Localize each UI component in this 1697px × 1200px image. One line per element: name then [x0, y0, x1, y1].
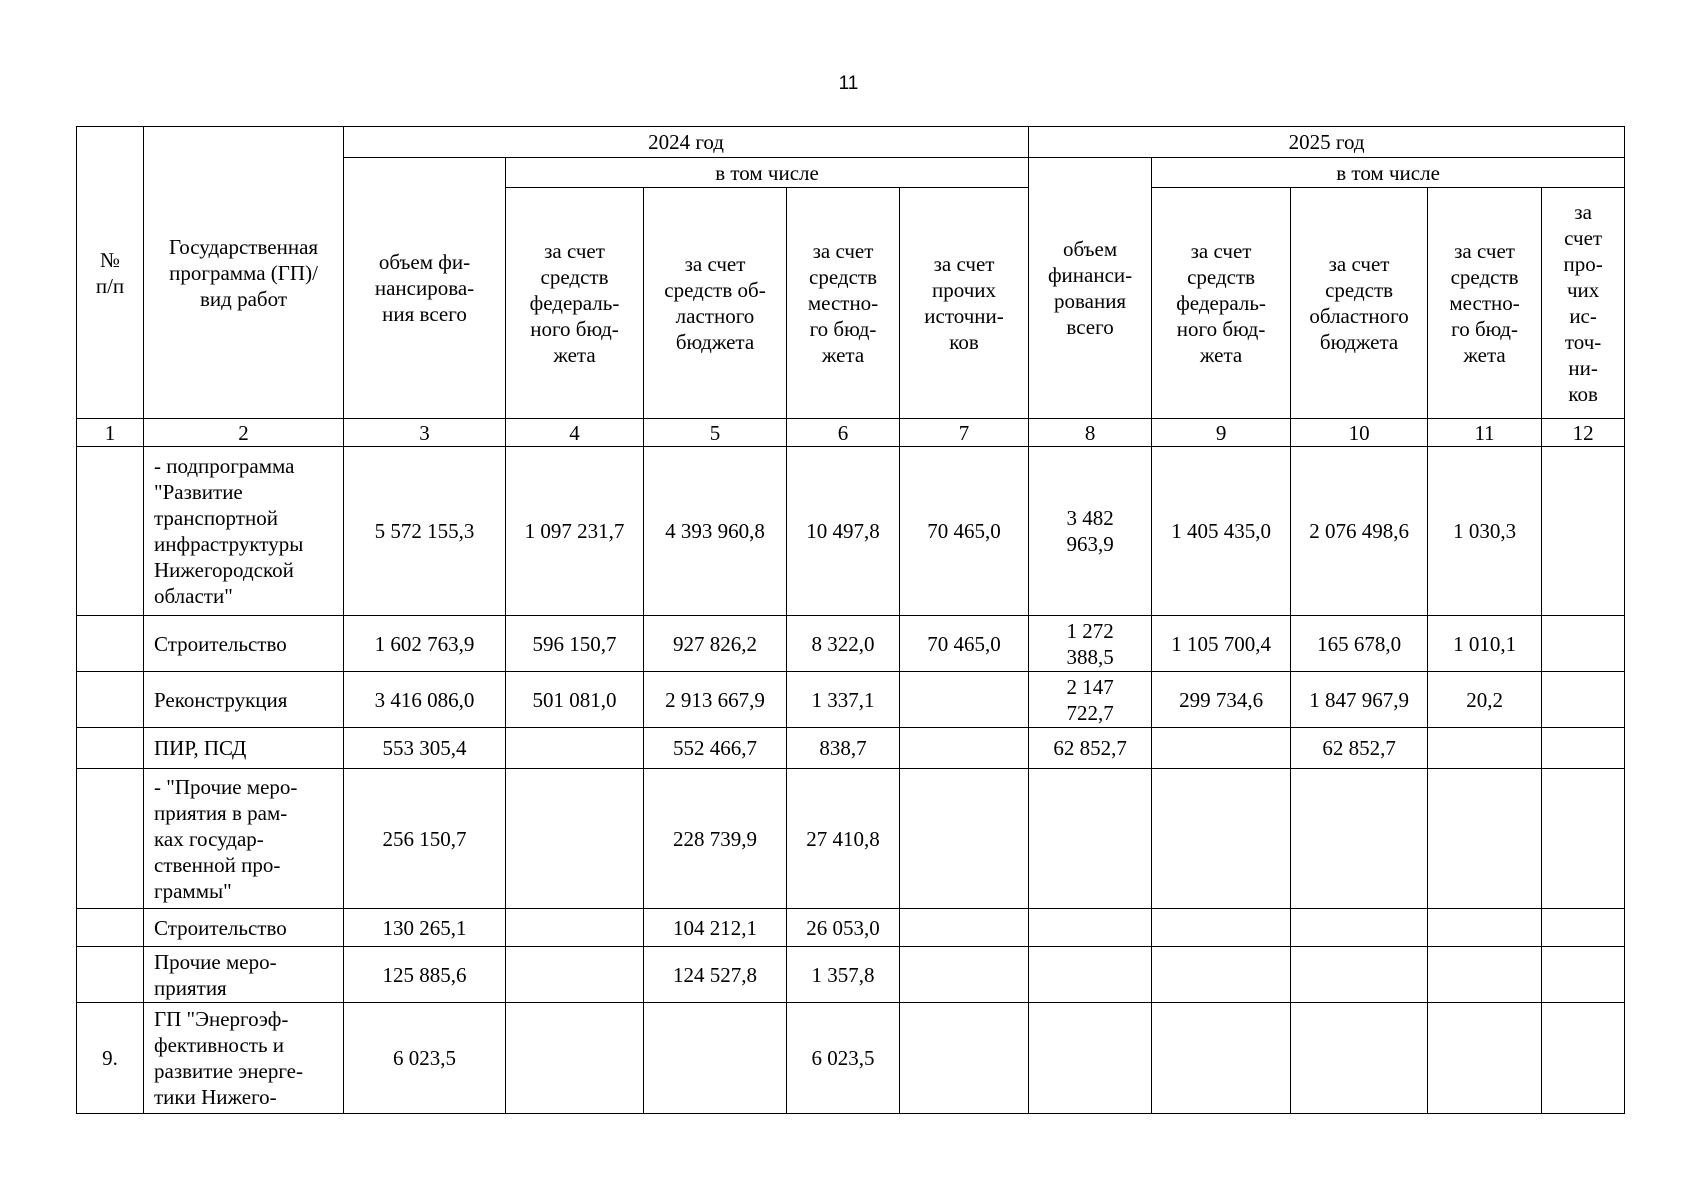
- value-cell: 125 885,6: [344, 947, 506, 1003]
- value-cell: [900, 672, 1029, 728]
- value-cell: [1428, 1003, 1542, 1114]
- value-cell: [1428, 947, 1542, 1003]
- column-numbers-row: [77, 419, 1625, 447]
- column-number: 4: [506, 419, 644, 447]
- value-cell: 70 465,0: [900, 447, 1029, 616]
- value-cell: 3 482 963,9: [1029, 447, 1152, 616]
- row-number-cell: [77, 447, 144, 616]
- row-number-cell: [77, 909, 144, 947]
- column-number: 9: [1152, 419, 1291, 447]
- table-row: [77, 947, 1625, 1003]
- header-including-2024: в том числе: [506, 158, 1029, 188]
- header-regional-2025: за счет средств областного бюджета: [1291, 188, 1428, 419]
- program-name-cell: Строительство: [144, 616, 344, 672]
- row-number-cell: [77, 616, 144, 672]
- header-including-2025: в том числе: [1152, 158, 1625, 188]
- value-cell: [1542, 447, 1625, 616]
- value-cell: 5 572 155,3: [344, 447, 506, 616]
- value-cell: 62 852,7: [1029, 728, 1152, 769]
- row-number-cell: [77, 947, 144, 1003]
- value-cell: 256 150,7: [344, 769, 506, 909]
- value-cell: [1152, 769, 1291, 909]
- column-number: 3: [344, 419, 506, 447]
- value-cell: 20,2: [1428, 672, 1542, 728]
- program-name-cell: Прочие меро- приятия: [144, 947, 344, 1003]
- value-cell: 62 852,7: [1291, 728, 1428, 769]
- value-cell: 26 053,0: [787, 909, 900, 947]
- column-number: 5: [644, 419, 787, 447]
- value-cell: 104 212,1: [644, 909, 787, 947]
- value-cell: [1428, 909, 1542, 947]
- value-cell: [1542, 769, 1625, 909]
- value-cell: [1542, 728, 1625, 769]
- header-federal-2025: за счет средств федераль- ного бюд- жета: [1152, 188, 1291, 419]
- table-row: [77, 447, 1625, 616]
- value-cell: 4 393 960,8: [644, 447, 787, 616]
- value-cell: [644, 1003, 787, 1114]
- value-cell: [1152, 1003, 1291, 1114]
- program-name-cell: Строительство: [144, 909, 344, 947]
- value-cell: 501 081,0: [506, 672, 644, 728]
- value-cell: 596 150,7: [506, 616, 644, 672]
- value-cell: 299 734,6: [1152, 672, 1291, 728]
- column-number: 7: [900, 419, 1029, 447]
- header-other-2024: за счет прочих источни- ков: [900, 188, 1029, 419]
- column-number: 8: [1029, 419, 1152, 447]
- value-cell: 1 337,1: [787, 672, 900, 728]
- value-cell: [900, 728, 1029, 769]
- column-number: 12: [1542, 419, 1625, 447]
- value-cell: 838,7: [787, 728, 900, 769]
- value-cell: [1152, 909, 1291, 947]
- row-number-cell: [77, 728, 144, 769]
- value-cell: [1291, 947, 1428, 1003]
- value-cell: 2 913 667,9: [644, 672, 787, 728]
- value-cell: [1428, 728, 1542, 769]
- budget-table: [76, 126, 1625, 1114]
- row-number-cell: 9.: [77, 1003, 144, 1114]
- value-cell: 165 678,0: [1291, 616, 1428, 672]
- value-cell: [1152, 728, 1291, 769]
- value-cell: 927 826,2: [644, 616, 787, 672]
- program-name-cell: Реконструкция: [144, 672, 344, 728]
- header-other-2025: за счет про- чих ис- точ- ни- ков: [1542, 188, 1625, 419]
- value-cell: [900, 769, 1029, 909]
- header-federal-2024: за счет средств федераль- ного бюд- жета: [506, 188, 644, 419]
- table-row: [77, 1003, 1625, 1114]
- value-cell: [506, 1003, 644, 1114]
- column-number: 2: [144, 419, 344, 447]
- value-cell: [1291, 769, 1428, 909]
- value-cell: 8 322,0: [787, 616, 900, 672]
- value-cell: 124 527,8: [644, 947, 787, 1003]
- value-cell: [1291, 909, 1428, 947]
- value-cell: [900, 909, 1029, 947]
- value-cell: 228 739,9: [644, 769, 787, 909]
- value-cell: [1542, 909, 1625, 947]
- header-local-2024: за счет средств местно- го бюд- жета: [787, 188, 900, 419]
- value-cell: [506, 909, 644, 947]
- value-cell: [1029, 769, 1152, 909]
- value-cell: 6 023,5: [344, 1003, 506, 1114]
- value-cell: [1542, 1003, 1625, 1114]
- header-number: № п/п: [77, 127, 144, 419]
- table-row: [77, 616, 1625, 672]
- header-row-years: [77, 127, 1625, 158]
- column-number: 10: [1291, 419, 1428, 447]
- row-number-cell: [77, 769, 144, 909]
- header-regional-2024: за счет средств об- ластного бюджета: [644, 188, 787, 419]
- value-cell: [1542, 672, 1625, 728]
- value-cell: 2 147 722,7: [1029, 672, 1152, 728]
- value-cell: 1 357,8: [787, 947, 900, 1003]
- value-cell: 1 405 435,0: [1152, 447, 1291, 616]
- value-cell: [900, 947, 1029, 1003]
- value-cell: [1152, 947, 1291, 1003]
- value-cell: 27 410,8: [787, 769, 900, 909]
- value-cell: 552 466,7: [644, 728, 787, 769]
- table-body: [77, 447, 1625, 1114]
- page-number: 11: [838, 73, 859, 94]
- column-number: 11: [1428, 419, 1542, 447]
- value-cell: 1 097 231,7: [506, 447, 644, 616]
- value-cell: 70 465,0: [900, 616, 1029, 672]
- value-cell: 553 305,4: [344, 728, 506, 769]
- value-cell: 2 076 498,6: [1291, 447, 1428, 616]
- program-name-cell: ГП "Энергоэф- фективность и развитие энерге- тики Нижего-: [144, 1003, 344, 1114]
- header-total-2024: объем фи- нансирова- ния всего: [344, 158, 506, 419]
- column-number: 1: [77, 419, 144, 447]
- value-cell: [506, 769, 644, 909]
- value-cell: 1 010,1: [1428, 616, 1542, 672]
- program-name-cell: ПИР, ПСД: [144, 728, 344, 769]
- header-year-2024: 2024 год: [344, 127, 1029, 158]
- table-row: [77, 672, 1625, 728]
- header-total-2025: объем финанси- рования всего: [1029, 158, 1152, 419]
- value-cell: 1 602 763,9: [344, 616, 506, 672]
- table-row: [77, 909, 1625, 947]
- row-number-cell: [77, 672, 144, 728]
- value-cell: 1 105 700,4: [1152, 616, 1291, 672]
- value-cell: [900, 1003, 1029, 1114]
- column-number: 6: [787, 419, 900, 447]
- header-local-2025: за счет средств местно- го бюд- жета: [1428, 188, 1542, 419]
- program-name-cell: - "Прочие меро- приятия в рам- ках государ- ственной про- граммы": [144, 769, 344, 909]
- value-cell: [1291, 1003, 1428, 1114]
- value-cell: 1 847 967,9: [1291, 672, 1428, 728]
- value-cell: [1029, 1003, 1152, 1114]
- table-header: [77, 127, 1625, 447]
- table-row: [77, 728, 1625, 769]
- value-cell: [506, 947, 644, 1003]
- value-cell: [1029, 947, 1152, 1003]
- value-cell: [1428, 769, 1542, 909]
- header-year-2025: 2025 год: [1029, 127, 1625, 158]
- header-program: Государственная программа (ГП)/ вид работ: [144, 127, 344, 419]
- value-cell: [1029, 909, 1152, 947]
- value-cell: 3 416 086,0: [344, 672, 506, 728]
- value-cell: [506, 728, 644, 769]
- value-cell: 130 265,1: [344, 909, 506, 947]
- value-cell: 10 497,8: [787, 447, 900, 616]
- value-cell: 1 030,3: [1428, 447, 1542, 616]
- program-name-cell: - подпрограмма "Развитие транспортной инфраструктуры Нижегородской области": [144, 447, 344, 616]
- table-row: [77, 769, 1625, 909]
- value-cell: [1542, 616, 1625, 672]
- value-cell: 1 272 388,5: [1029, 616, 1152, 672]
- value-cell: 6 023,5: [787, 1003, 900, 1114]
- value-cell: [1542, 947, 1625, 1003]
